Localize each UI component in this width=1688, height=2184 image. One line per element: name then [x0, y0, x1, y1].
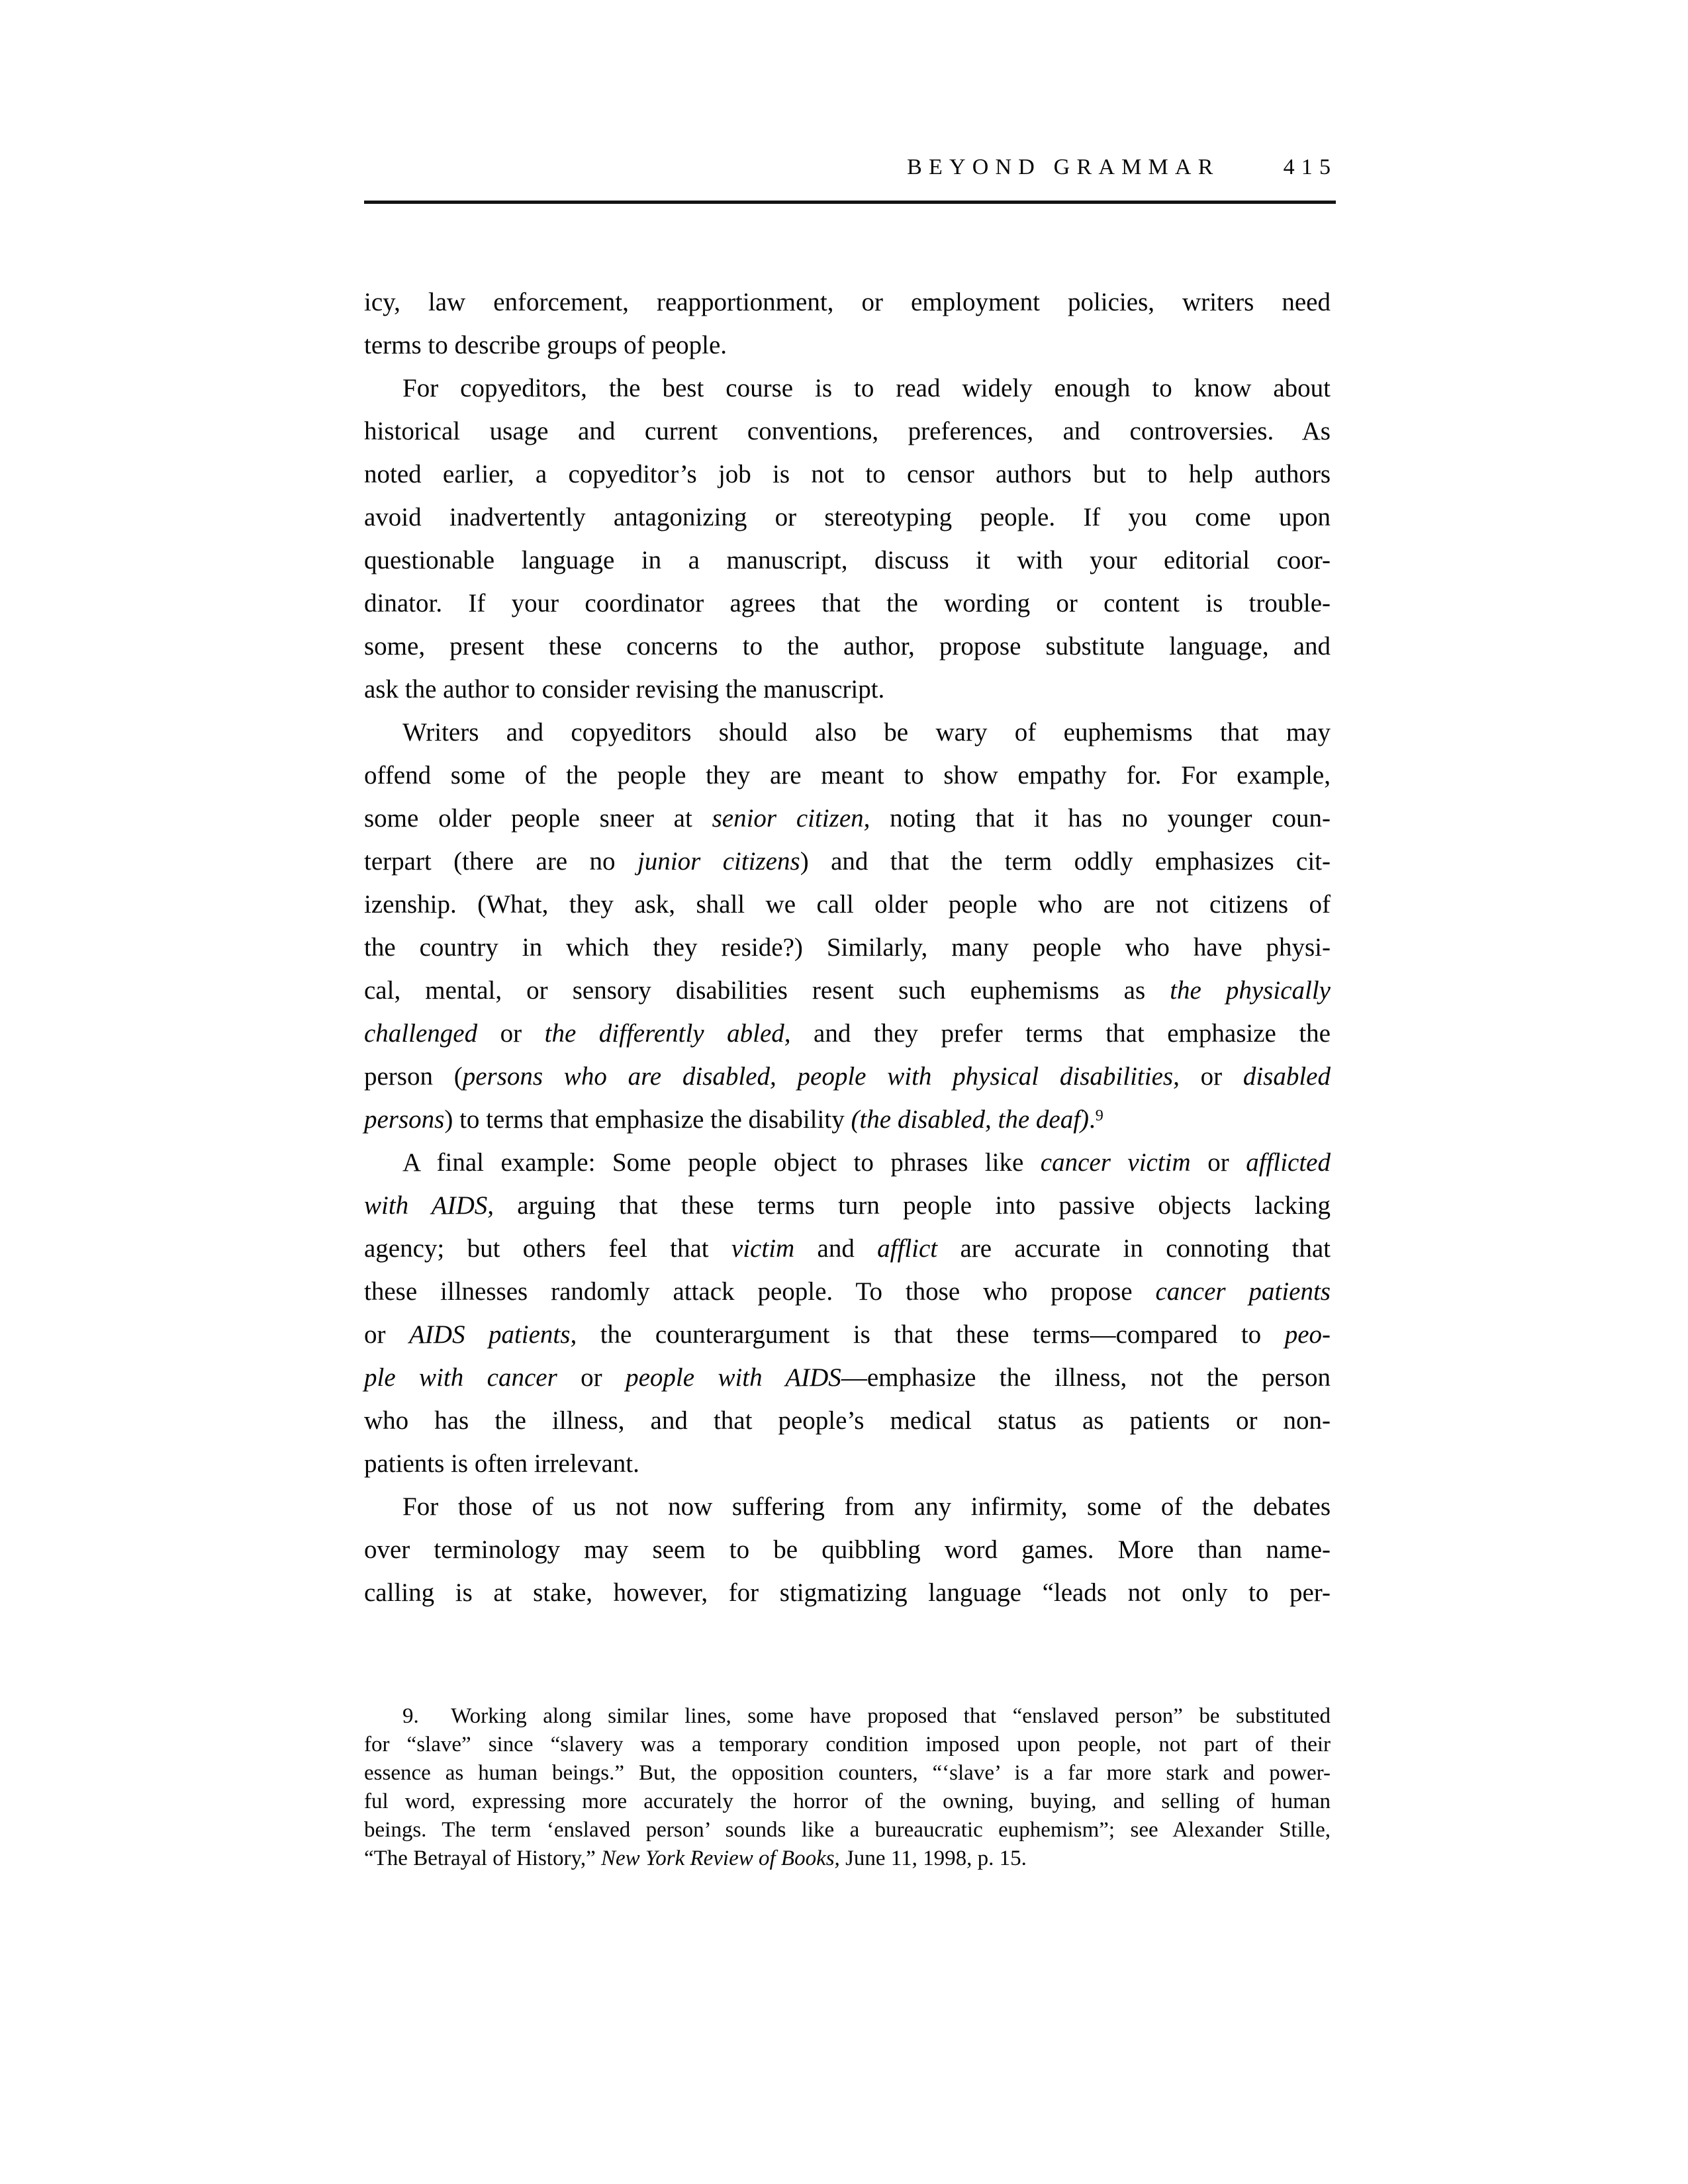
italic-run: peo-: [1284, 1320, 1331, 1349]
text-run: ) to terms that emphasize the disability: [444, 1105, 851, 1134]
text-run: historical usage and current conventions, preferences, and controversies. As: [364, 417, 1331, 445]
text-line: [364, 1012, 1331, 1055]
text-run: agency; but others feel that: [364, 1234, 731, 1263]
text-run: Writers and copyeditors should also be wary of euphemisms that may: [402, 718, 1331, 747]
text-run: cal, mental, or sensory disabilities resent such euphemisms as: [364, 976, 1170, 1005]
text-run: and: [794, 1234, 878, 1263]
italic-run: disabled: [1243, 1062, 1331, 1091]
text-run: over terminology may seem to be quibbling word games. More than name-: [364, 1535, 1331, 1564]
text-run: offend some of the people they are meant to show empathy for. For example,: [364, 761, 1331, 790]
text-run: who has the illness, and that people’s medical status as patients or non-: [364, 1406, 1331, 1435]
text-line: [364, 1731, 1331, 1759]
text-run: terpart (there are no: [364, 847, 637, 876]
text-line: [364, 496, 1331, 539]
text-line: [364, 1571, 1331, 1614]
text-line: [364, 1184, 1331, 1227]
italic-run: (the disabled, the deaf): [851, 1105, 1090, 1134]
text-line: [364, 367, 1331, 410]
text-line: [364, 582, 1331, 625]
text-line: [364, 840, 1331, 883]
text-run: and they prefer terms that emphasize the: [790, 1019, 1331, 1048]
text-line: [364, 1788, 1331, 1816]
paragraph: [364, 1485, 1331, 1614]
text-run: or: [364, 1320, 409, 1349]
text-run: person (: [364, 1062, 463, 1091]
text-run: some, present these concerns to the author, propose substitute language, and: [364, 632, 1331, 660]
text-run: the counterargument is that these terms—compared to: [577, 1320, 1285, 1349]
text-line: [364, 1759, 1331, 1788]
text-line: [364, 1098, 1331, 1141]
text-run: “The Betrayal of History,”: [364, 1846, 601, 1870]
text-run: dinator. If your coordinator agrees that the wording or content is trouble-: [364, 589, 1331, 617]
page-body: [364, 281, 1331, 1614]
text-line: [364, 625, 1331, 668]
text-run: For those of us not now suffering from any infirmity, some of the debates: [402, 1492, 1331, 1521]
text-run: icy, law enforcement, reapportionment, or employment policies, writers need: [364, 288, 1331, 316]
text-run: or: [1190, 1148, 1246, 1177]
italic-run: cancer patients: [1155, 1277, 1331, 1306]
text-run: questionable language in a manuscript, discuss it with your editorial coor-: [364, 546, 1331, 574]
text-run: A final example: Some people object to phrases like: [402, 1148, 1041, 1177]
text-line: [364, 410, 1331, 453]
text-run: .: [1089, 1105, 1096, 1134]
text-line: [364, 1442, 1331, 1485]
italic-run: with AIDS,: [364, 1191, 494, 1220]
paragraph: [364, 1141, 1331, 1485]
paragraph: [364, 711, 1331, 1141]
italic-run: ple with cancer: [364, 1363, 557, 1392]
text-line: [364, 1399, 1331, 1442]
text-run: noting that it has no younger coun-: [870, 804, 1331, 833]
text-line: [364, 1356, 1331, 1399]
text-run: or: [557, 1363, 626, 1392]
italic-run: people with AIDS: [626, 1363, 841, 1392]
text-run: patients is often irrelevant.: [364, 1449, 639, 1478]
italic-run: afflict: [877, 1234, 938, 1263]
text-run: izenship. (What, they ask, shall we call older people who are not citizens of: [364, 890, 1331, 919]
text-run: ful word, expressing more accurately the horror of the owning, buying, and selling of human: [364, 1790, 1331, 1813]
italic-run: senior citizen,: [712, 804, 870, 833]
text-run: arguing that these terms turn people into passive objects lacking: [493, 1191, 1331, 1220]
italic-run: junior citizens: [637, 847, 800, 876]
text-run: these illnesses randomly attack people. To those who propose: [364, 1277, 1156, 1306]
italic-run: the physically: [1170, 976, 1331, 1005]
text-run: —emphasize the illness, not the person: [841, 1363, 1331, 1392]
italic-run: victim: [731, 1234, 795, 1263]
text-run: are accurate in connoting that: [937, 1234, 1331, 1263]
text-line: [364, 711, 1331, 754]
italic-run: cancer victim: [1040, 1148, 1191, 1177]
text-line: [364, 1313, 1331, 1356]
italic-run: persons: [364, 1105, 445, 1134]
text-run: ask the author to consider revising the manuscript.: [364, 675, 885, 704]
text-run: calling is at stake, however, for stigmatizing language “leads not only to per-: [364, 1578, 1331, 1607]
italic-run: persons who are disabled, people with physical disabilities,: [462, 1062, 1180, 1091]
text-line: [364, 539, 1331, 582]
text-run: noted earlier, a copyeditor’s job is not to censor authors but to help authors: [364, 460, 1331, 488]
running-head: [364, 154, 1338, 181]
text-line: [364, 453, 1331, 496]
text-line: [364, 1141, 1331, 1184]
header-rule: [364, 201, 1336, 204]
text-line: [364, 1485, 1331, 1528]
text-run: ) and that the term oddly emphasizes cit-: [800, 847, 1331, 876]
text-run: June 11, 1998, p. 15.: [839, 1846, 1027, 1870]
text-line: [364, 1844, 1331, 1873]
footnote-block: [364, 1702, 1331, 1873]
text-line: [364, 324, 1331, 367]
text-run: for “slave” since “slavery was a temporary condition imposed upon people, not part of their: [364, 1733, 1331, 1756]
text-run: avoid inadvertently antagonizing or stereotyping people. If you come upon: [364, 503, 1331, 531]
italic-run: New York Review of Books,: [600, 1846, 840, 1870]
text-run: or: [1179, 1062, 1243, 1091]
text-line: [364, 1528, 1331, 1571]
text-run: terms to describe groups of people.: [364, 331, 727, 359]
text-line: [364, 926, 1331, 969]
text-run: beings. The term ‘enslaved person’ sounds like a bureaucratic euphemism”; see Alexander Stille,: [364, 1818, 1331, 1842]
text-run: 9. Working along similar lines, some have proposed that “enslaved person” be substituted: [402, 1704, 1331, 1728]
text-line: [364, 281, 1331, 324]
italic-run: the differently abled,: [544, 1019, 791, 1048]
text-line: [364, 754, 1331, 797]
text-line: [364, 1055, 1331, 1098]
italic-run: afflicted: [1246, 1148, 1331, 1177]
italic-run: AIDS patients,: [408, 1320, 577, 1349]
paragraph: [364, 281, 1331, 367]
text-line: [364, 797, 1331, 840]
text-line: [364, 883, 1331, 926]
text-run: or: [477, 1019, 545, 1048]
paragraph: [364, 367, 1331, 711]
text-line: [364, 1270, 1331, 1313]
text-line: [364, 1816, 1331, 1844]
running-head-title: BEYOND GRAMMAR: [907, 155, 1220, 179]
text-run: some older people sneer at: [364, 804, 712, 833]
footnote-reference: 9: [1095, 1107, 1103, 1125]
text-line: [364, 668, 1331, 711]
text-line: [364, 1227, 1331, 1270]
text-run: essence as human beings.” But, the opposition counters, “‘slave’ is a far more stark and power-: [364, 1761, 1331, 1785]
italic-run: challenged: [364, 1019, 478, 1048]
text-run: the country in which they reside?) Similarly, many people who have physi-: [364, 933, 1331, 962]
text-run: For copyeditors, the best course is to read widely enough to know about: [402, 374, 1331, 402]
text-line: [364, 969, 1331, 1012]
text-line: [364, 1702, 1331, 1731]
page-number: 415: [1283, 155, 1338, 179]
